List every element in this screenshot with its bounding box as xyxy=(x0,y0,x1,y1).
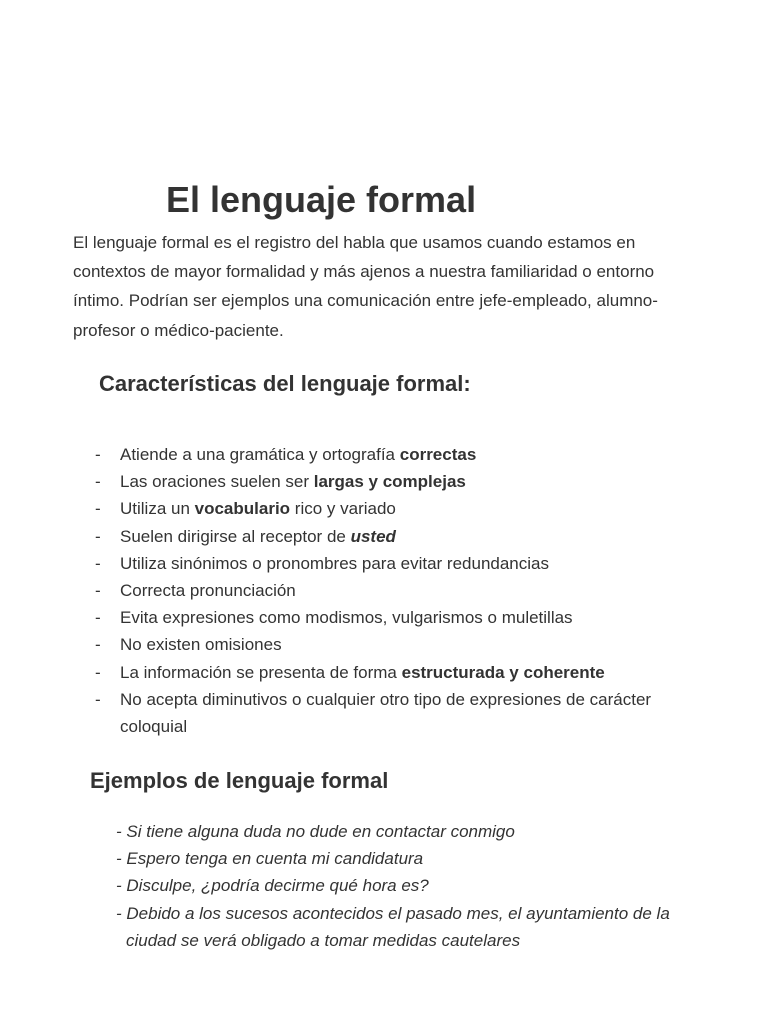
list-item xyxy=(95,495,675,522)
bullet-dash: - xyxy=(95,553,101,573)
example-item: - Disculpe, ¿podría decirme qué hora es? xyxy=(116,876,429,896)
list-item xyxy=(95,468,675,495)
list-item xyxy=(95,604,675,631)
list-item-text: No existen omisiones xyxy=(120,635,282,655)
list-item xyxy=(95,550,675,577)
features-list xyxy=(95,441,675,740)
list-item-text: La información se presenta de forma xyxy=(120,662,402,682)
list-item-text: Las oraciones suelen ser xyxy=(120,472,314,492)
example-item: - Si tiene alguna duda no dude en contactar conmigo xyxy=(116,822,515,841)
list-item-text: Atiende a una gramática y ortografía xyxy=(120,445,400,464)
list-item-emphasis: largas y complejas xyxy=(313,472,466,492)
bullet-dash: - xyxy=(95,445,101,464)
list-item-text: Utiliza sinónimos o pronombres para evitar redundancias xyxy=(120,553,549,573)
example-item: - Espero tenga en cuenta mi candidatura xyxy=(116,849,424,869)
bullet-dash: - xyxy=(95,581,101,601)
list-item xyxy=(95,631,675,658)
example-item: - Debido a los sucesos acontecidos el pasado mes, el ayuntamiento de la ciudad se verá obligado a tomar medidas cautelares xyxy=(116,903,670,950)
features-heading: Características del lenguaje formal: xyxy=(99,371,471,396)
bullet-dash: - xyxy=(95,635,101,655)
list-item-text-end: rico y variado xyxy=(290,499,396,519)
list-item xyxy=(95,577,675,604)
list-item-emphasis: usted xyxy=(350,526,396,546)
list-item-emphasis: correctas xyxy=(399,445,477,464)
bullet-dash: - xyxy=(95,662,101,682)
list-item-text: No acepta diminutivos o cualquier otro tipo de expresiones de carácter coloquial xyxy=(120,689,652,737)
list-item-text: Correcta pronunciación xyxy=(120,581,296,601)
intro-paragraph: El lenguaje formal es el registro del habla que usamos cuando estamos en contextos de mayor formalidad y más ajenos a nuestra familiaridad o entorno íntimo. Podrían ser ejemplos una comunicación entre jefe-empleado, alumno-profesor o médico-paciente. xyxy=(73,233,658,340)
list-item xyxy=(95,686,675,740)
bullet-dash: - xyxy=(95,499,101,519)
bullet-dash: - xyxy=(95,526,101,546)
list-item-emphasis: vocabulario xyxy=(194,499,291,519)
bullet-dash: - xyxy=(95,689,101,709)
list-item-text: Utiliza un xyxy=(120,499,195,519)
list-item-text: Suelen dirigirse al receptor de xyxy=(120,526,351,546)
list-item xyxy=(95,659,675,686)
list-item-emphasis: estructurada y coherente xyxy=(401,662,605,682)
bullet-dash: - xyxy=(95,472,101,492)
list-item xyxy=(95,523,675,550)
list-item-text: Evita expresiones como modismos, vulgarismos o muletillas xyxy=(120,608,573,628)
list-item xyxy=(95,441,675,468)
bullet-dash: - xyxy=(95,608,101,628)
examples-heading: Ejemplos de lenguaje formal xyxy=(90,768,389,793)
examples-list xyxy=(103,818,683,954)
page-title: El lenguaje formal xyxy=(166,179,477,220)
